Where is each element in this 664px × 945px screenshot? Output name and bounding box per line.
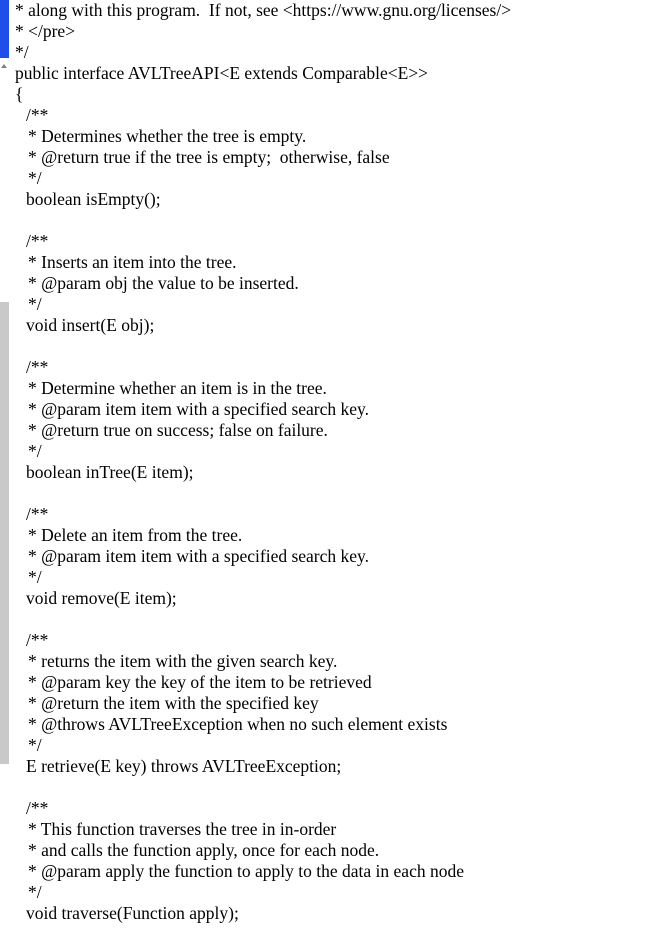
doc-comment-close: */ xyxy=(28,294,42,314)
method-signature: boolean isEmpty(); xyxy=(26,189,161,209)
scroll-gutter-bar[interactable] xyxy=(0,302,9,764)
code-text-area[interactable] xyxy=(15,0,511,924)
doc-comment-line: * Determine whether an item is in the tree. xyxy=(28,378,327,398)
doc-comment-line: * @param key the key of the item to be retrieved xyxy=(28,672,372,692)
blank-line xyxy=(15,210,511,231)
blank-line xyxy=(15,609,511,630)
doc-comment-line: * @param item item with a specified search key. xyxy=(28,546,370,566)
doc-comment-close: */ xyxy=(28,735,42,755)
doc-comment-line: * @param apply the function to apply to the data in each node xyxy=(28,861,464,881)
method-block-remove xyxy=(15,504,511,609)
method-signature: void traverse(Function apply); xyxy=(26,903,239,923)
open-brace: { xyxy=(15,84,24,104)
doc-comment-line: * @throws AVLTreeException when no such element exists xyxy=(28,714,448,734)
fold-toggle-icon[interactable] xyxy=(1,64,7,68)
doc-comment-line: * Inserts an item into the tree. xyxy=(28,252,237,272)
doc-comment-line: * This function traverses the tree in in-order xyxy=(28,819,337,839)
doc-comment-line: * @param item item with a specified search key. xyxy=(28,399,370,419)
doc-comment-open: /** xyxy=(26,231,49,251)
interface-declaration: public interface AVLTreeAPI<E extends Comparable<E>> xyxy=(15,63,429,83)
method-block-intree xyxy=(15,357,511,483)
selection-marker xyxy=(0,0,9,58)
doc-comment-open: /** xyxy=(26,504,49,524)
method-signature: boolean inTree(E item); xyxy=(26,462,194,482)
method-block-isempty xyxy=(15,105,511,210)
method-block-retrieve xyxy=(15,630,511,777)
code-line: */ xyxy=(15,42,29,62)
method-signature: void insert(E obj); xyxy=(26,315,155,335)
doc-comment-line: * @return true if the tree is empty; otherwise, false xyxy=(28,147,390,167)
doc-comment-close: */ xyxy=(28,882,42,902)
doc-comment-close: */ xyxy=(28,168,42,188)
doc-comment-close: */ xyxy=(28,441,42,461)
doc-comment-line: * Determines whether the tree is empty. xyxy=(28,126,307,146)
doc-comment-line: * returns the item with the given search key. xyxy=(28,651,338,671)
doc-comment-line: * @param obj the value to be inserted. xyxy=(28,273,299,293)
code-line: * along with this program. If not, see <https://www.gnu.org/licenses/> xyxy=(15,0,512,20)
method-block-insert xyxy=(15,231,511,336)
doc-comment-open: /** xyxy=(26,630,49,650)
blank-line xyxy=(15,777,511,798)
doc-comment-line: * and calls the function apply, once for each node. xyxy=(28,840,380,860)
method-block-traverse xyxy=(15,798,511,924)
blank-line xyxy=(15,336,511,357)
doc-comment-open: /** xyxy=(26,798,49,818)
method-signature: E retrieve(E key) throws AVLTreeException; xyxy=(26,756,342,776)
doc-comment-open: /** xyxy=(26,105,49,125)
doc-comment-close: */ xyxy=(28,567,42,587)
code-line: * </pre> xyxy=(15,21,76,41)
doc-comment-line: * Delete an item from the tree. xyxy=(28,525,243,545)
doc-comment-line: * @return true on success; false on failure. xyxy=(28,420,328,440)
method-signature: void remove(E item); xyxy=(26,588,177,608)
doc-comment-line: * @return the item with the specified key xyxy=(28,693,319,713)
doc-comment-open: /** xyxy=(26,357,49,377)
blank-line xyxy=(15,483,511,504)
